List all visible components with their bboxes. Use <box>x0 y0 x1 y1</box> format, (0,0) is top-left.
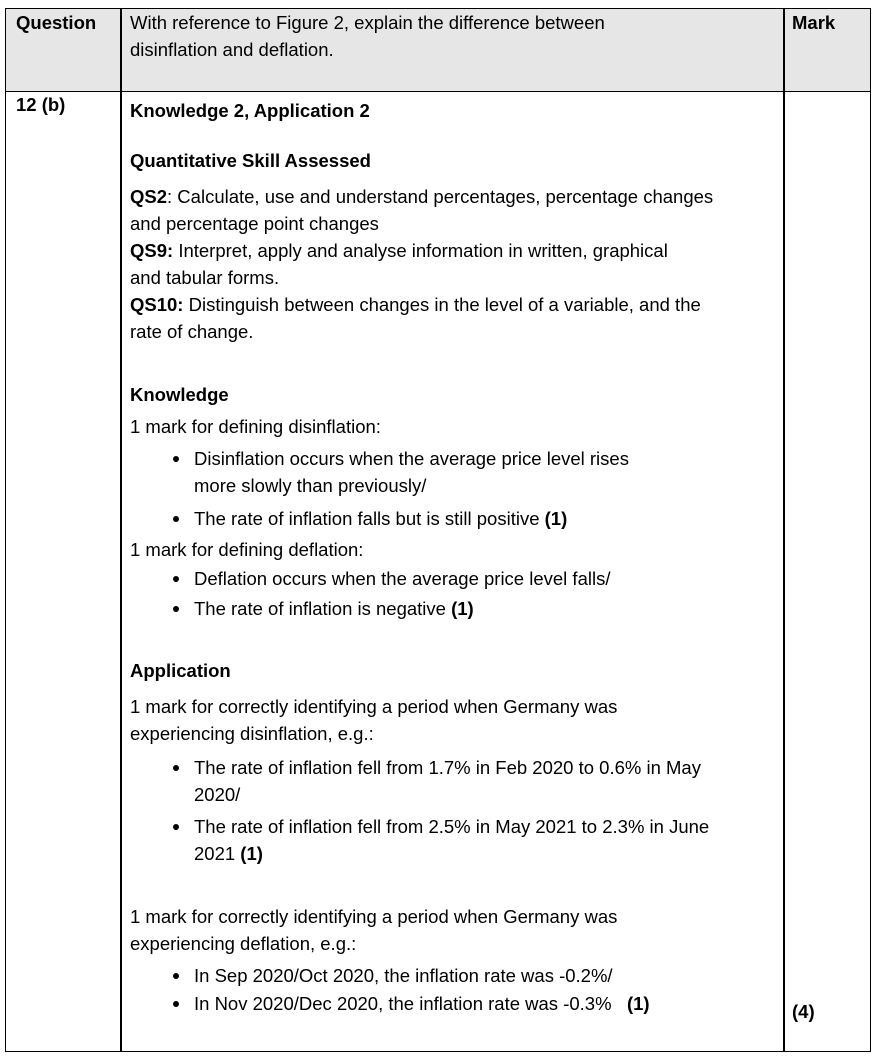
qs2-line: QS2: Calculate, use and understand percentages, percentage changes <box>130 186 714 207</box>
qs10-line: rate of change. <box>130 321 254 342</box>
qs9-line: QS9: Interpret, apply and analyse information in written, graphical <box>130 240 668 261</box>
disinflation-intro: 1 mark for defining disinflation: <box>130 416 381 437</box>
qs2-line: and percentage point changes <box>130 213 379 234</box>
bullet-text: more slowly than previously/ <box>194 475 427 496</box>
bullet-icon <box>173 824 179 830</box>
mark-column-header: Mark <box>792 12 836 33</box>
app-disinflation-intro: 1 mark for correctly identifying a period when Germany was <box>130 696 618 717</box>
bullet-text: Disinflation occurs when the average price level rises <box>194 448 629 469</box>
bullet-text: 2020/ <box>194 784 241 805</box>
bullet-text: The rate of inflation fell from 2.5% in May 2021 to 2.3% in June <box>194 816 710 837</box>
total-mark: (4) <box>792 1001 815 1022</box>
bullet-text: The rate of inflation is negative (1) <box>194 598 474 619</box>
bullet-icon <box>173 606 179 612</box>
question-id: 12 (b) <box>16 94 66 115</box>
bullet-icon <box>173 973 179 979</box>
bullet-text: In Sep 2020/Oct 2020, the inflation rate was -0.2%/ <box>194 965 613 986</box>
bullet-icon <box>173 765 179 771</box>
knowledge-heading: Knowledge <box>130 384 229 405</box>
app-deflation-intro: experiencing deflation, e.g.: <box>130 933 357 954</box>
column-divider <box>783 9 785 1051</box>
qs9-line: and tabular forms. <box>130 267 280 288</box>
question-column-header: Question <box>16 12 97 33</box>
qs-heading: Quantitative Skill Assessed <box>130 150 371 171</box>
app-disinflation-intro: experiencing disinflation, e.g.: <box>130 723 374 744</box>
application-heading: Application <box>130 660 231 681</box>
bullet-icon <box>173 1001 179 1007</box>
bullet-icon <box>173 456 179 462</box>
bullet-text: 2021 (1) <box>194 843 263 864</box>
marks-heading: Knowledge 2, Application 2 <box>130 100 370 121</box>
app-deflation-intro: 1 mark for correctly identifying a period when Germany was <box>130 906 618 927</box>
bullet-icon <box>173 576 179 582</box>
column-divider <box>120 9 122 1051</box>
question-text-line: With reference to Figure 2, explain the difference between <box>130 12 605 33</box>
deflation-intro: 1 mark for defining deflation: <box>130 539 364 560</box>
bullet-text: Deflation occurs when the average price level falls/ <box>194 568 611 589</box>
bullet-text: The rate of inflation falls but is still positive (1) <box>194 508 568 529</box>
qs10-line: QS10: Distinguish between changes in the level of a variable, and the <box>130 294 701 315</box>
question-text-line: disinflation and deflation. <box>130 39 334 60</box>
bullet-text: The rate of inflation fell from 1.7% in Feb 2020 to 0.6% in May <box>194 757 701 778</box>
bullet-icon <box>173 516 179 522</box>
bullet-text: In Nov 2020/Dec 2020, the inflation rate was -0.3% (1) <box>194 993 650 1014</box>
